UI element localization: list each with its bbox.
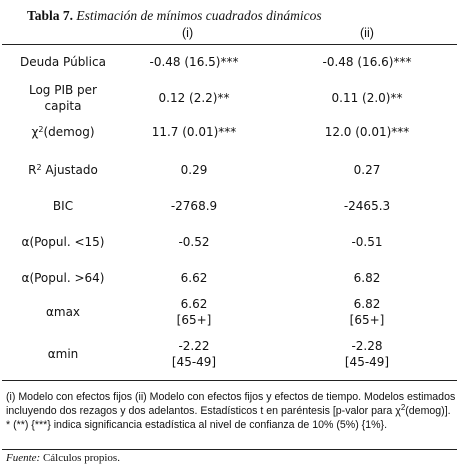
row-label-line1: Log PIB per [28,83,97,97]
row-value-col1: -0.52 [178,235,210,249]
source-text: Cálculos propios. [42,452,120,464]
row-label: α(Popul. <15) [21,235,105,249]
row-value-col1-line2: [65+] [176,313,212,327]
row-label: αmin [47,347,79,361]
table-caption [27,8,322,24]
row-label: α(Popul. >64) [21,271,105,285]
row-value-col1: 0.29 [180,163,208,177]
row-value-col1: -2768.9 [170,199,218,213]
top-rule [2,44,457,45]
column-header-ii: (ii) [360,26,374,40]
row-value-col2: 0.27 [353,163,381,177]
row-value-col1: 11.7 (0.01)*** [151,125,237,139]
row-value-col1: -0.48 (16.5)*** [149,55,239,69]
row-value-col1: 6.62 [180,271,208,285]
row-label: αmax [45,305,81,319]
row-value-col1-line1: 6.62 [180,297,208,311]
table-title: Estimación de mínimos cuadrados dinámicos [76,8,322,23]
source-note [6,452,120,464]
bottom-rule [2,449,457,450]
row-value-col1 [124,296,264,328]
row-value-col2-line2: [45-49] [344,355,390,369]
row-value-col2: -0.48 (16.6)*** [322,55,412,69]
row-label: Deuda Pública [20,55,106,69]
row-value-col2-line1: -2.28 [351,339,383,353]
row-label: $\chi^2(demog)$ [31,125,95,139]
row-value-col1: 0.12 (2.2)** [158,91,230,105]
table-notes: (i) Modelo con efectos fijos (ii) Modelo con efectos fijos y efectos de tiempo. Modelos estimados incluyendo dos rezagos y dos adelantos. Estadísticos t en paréntesis [p-valor para $\chi^2(demog)$]. * (**) {***} indica significancia estadística al nivel de confianza de 10% (5%) {1%}. [6,391,456,431]
row-value-col2: -0.51 [351,235,383,249]
row-value-col2-line1: 6.82 [353,297,381,311]
row-value-col1-line1: -2.22 [178,339,210,353]
row-value-col2: -2465.3 [343,199,391,213]
row-label [2,82,124,114]
notes-rule [2,380,457,381]
row-value-col2-line2: [65+] [349,313,385,327]
row-value-col2: 12.0 (0.01)*** [324,125,410,139]
row-value-col2 [282,338,452,370]
column-header-i: (i) [182,26,194,40]
table-number: Tabla 7. [27,8,74,23]
source-label: Fuente: [6,452,41,464]
row-label-line2: capita [44,99,82,113]
row-label: BIC [52,199,74,213]
row-value-col2: 0.11 (2.0)** [331,91,403,105]
row-value-col1-line2: [45-49] [171,355,217,369]
row-value-col1 [124,338,264,370]
row-label: $R^2$ Ajustado [28,163,98,177]
row-value-col2: 6.82 [353,271,381,285]
row-value-col2 [282,296,452,328]
